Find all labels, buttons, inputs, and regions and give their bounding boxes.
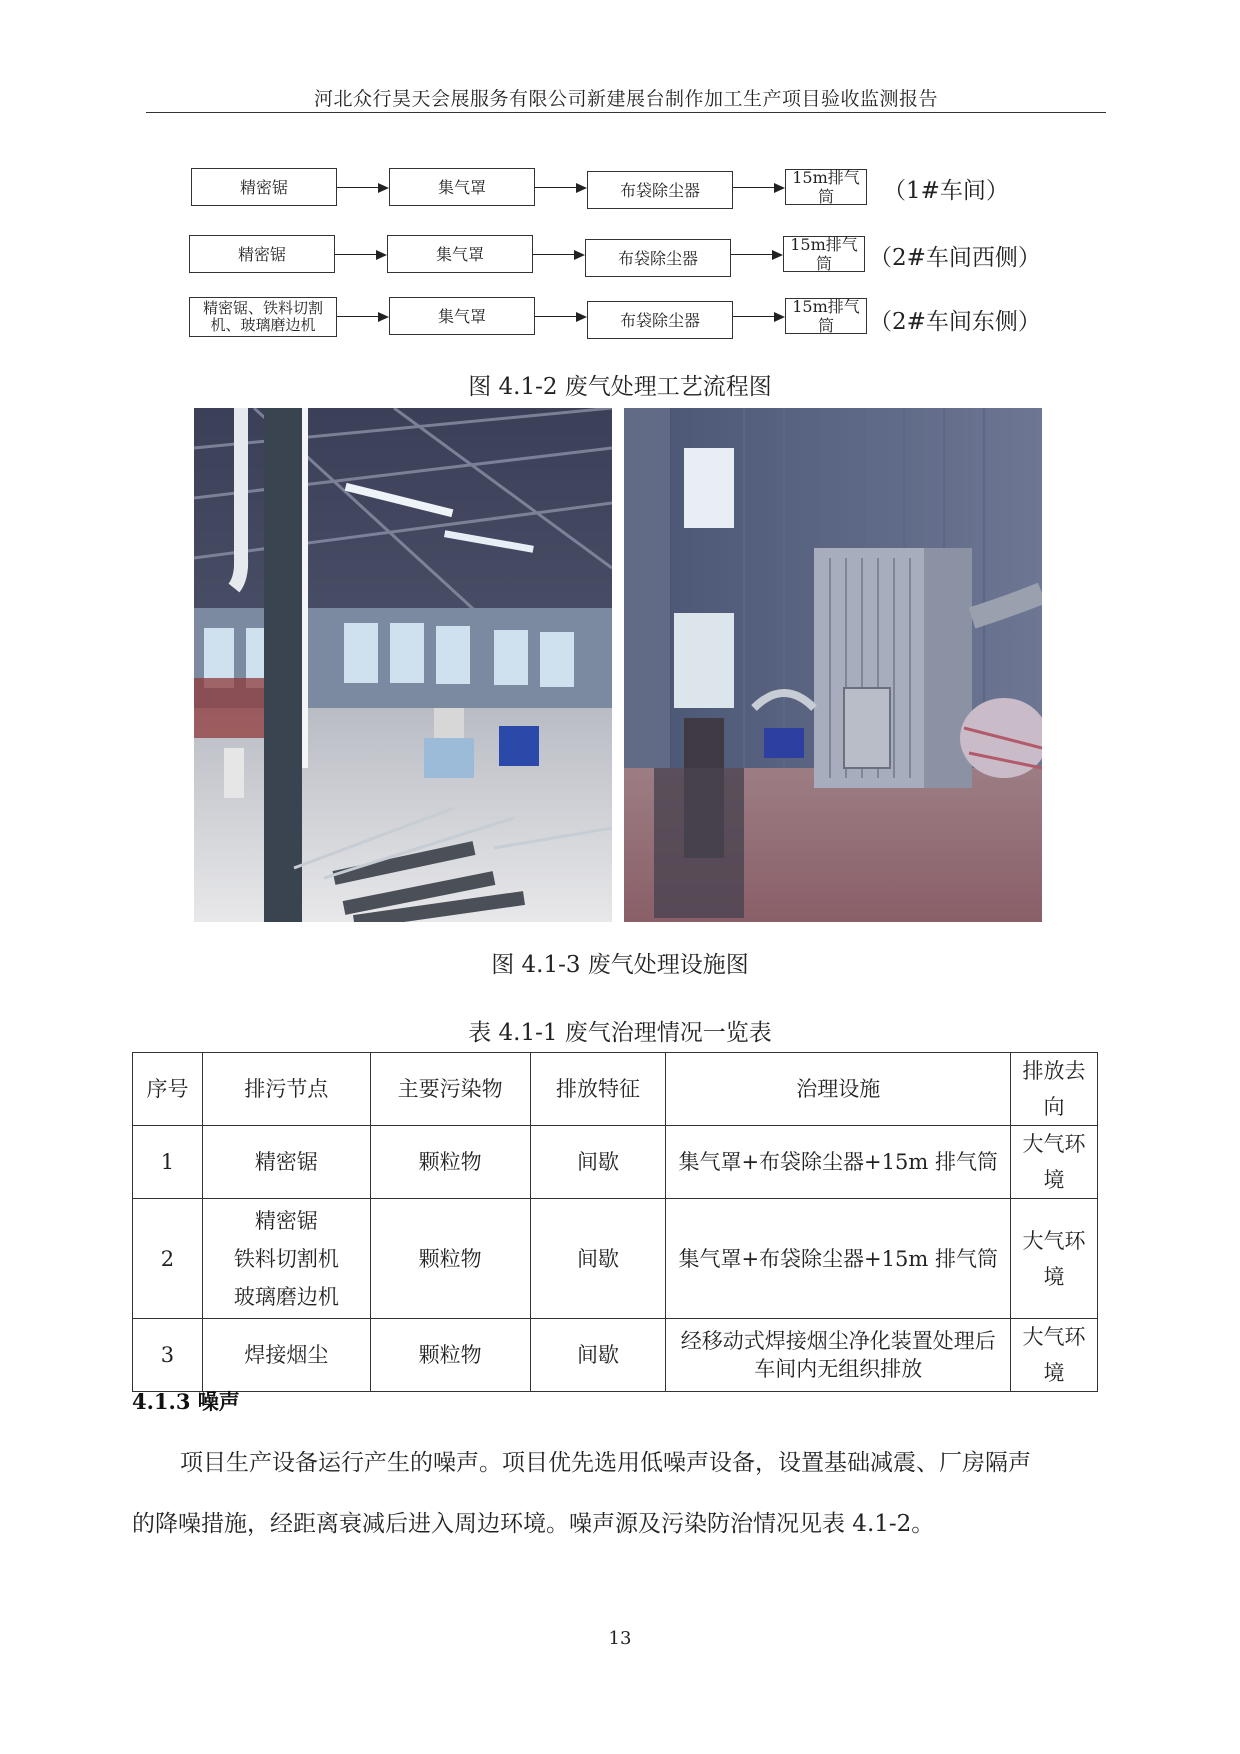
photo-figure-caption: 图 4.1-3 废气处理设施图 [491, 952, 749, 978]
cell-facility-line: 车间内无组织排放 [754, 1357, 923, 1381]
cell-facility: 集气罩+布袋除尘器+15m 排气筒 [666, 1126, 1011, 1199]
paragraph-line: 的降噪措施，经距离衰减后进入周边环境。噪声源及污染防治情况见表 4.1-2。 [132, 1511, 935, 1537]
flow-source-box: 精密锯 [191, 168, 337, 206]
flow-row-1 [0, 168, 1240, 208]
table-row [133, 1199, 1098, 1319]
cell-node: 焊接烟尘 [202, 1319, 370, 1392]
cell-feature: 间歇 [530, 1199, 666, 1319]
dust-collector-photo [624, 408, 1042, 922]
cell-node: 精密锯 [202, 1126, 370, 1199]
flow-arrow [337, 311, 389, 323]
cell-pollutant: 颗粒物 [370, 1126, 530, 1199]
flow-stack-box: 15m排气筒 [783, 236, 865, 272]
flow-arrow [733, 311, 785, 323]
flow-source-box [189, 297, 337, 337]
flow-row-2 [0, 235, 1240, 275]
flow-collector-box: 布袋除尘器 [585, 239, 731, 277]
table-header-row [133, 1053, 1098, 1126]
flow-stack-box: 15m排气筒 [785, 169, 867, 205]
flow-hood-box: 集气罩 [387, 235, 533, 273]
flow-hood-box: 集气罩 [389, 168, 535, 206]
header-rule [146, 112, 1106, 113]
flow-location-note: （2#车间东侧） [869, 309, 1041, 335]
cell-facility: 集气罩+布袋除尘器+15m 排气筒 [666, 1199, 1011, 1319]
cell-facility [666, 1319, 1011, 1392]
flow-figure-caption: 图 4.1-2 废气处理工艺流程图 [468, 374, 772, 400]
waste-gas-table [132, 1052, 1098, 1392]
flow-collector-box: 布袋除尘器 [587, 301, 733, 339]
flow-source-box: 精密锯 [189, 235, 335, 273]
flow-arrow [535, 182, 587, 194]
flow-arrow [337, 182, 389, 194]
flow-row-3 [0, 297, 1240, 337]
flow-source-line: 机、玻璃磨边机 [210, 316, 316, 334]
cell-pollutant: 颗粒物 [370, 1199, 530, 1319]
cell-destination: 大气环境 [1011, 1126, 1098, 1199]
flow-arrow [733, 182, 785, 194]
col-header: 序号 [133, 1053, 203, 1126]
flow-location-note: （1#车间） [883, 178, 1009, 204]
cell-facility-line: 经移动式焊接烟尘净化装置处理后 [680, 1329, 996, 1353]
report-header: 河北众行昊天会展服务有限公司新建展台制作加工生产项目验收监测报告 [313, 88, 938, 110]
col-header: 排污节点 [202, 1053, 370, 1126]
cell-node-line: 铁料切割机 [233, 1246, 339, 1271]
cell-node-line: 精密锯 [254, 1208, 318, 1233]
cell-destination: 大气环境 [1011, 1319, 1098, 1392]
cell-feature: 间歇 [530, 1319, 666, 1392]
cell-node [202, 1199, 370, 1319]
flow-source-line: 精密锯、铁料切割 [202, 299, 323, 317]
flow-stack-box: 15m排气筒 [785, 298, 867, 334]
cell-pollutant: 颗粒物 [370, 1319, 530, 1392]
paragraph-line: 项目生产设备运行产生的噪声。项目优先选用低噪声设备，设置基础减震、厂房隔声 [180, 1450, 1031, 1476]
flow-arrow [533, 249, 585, 261]
table-row [133, 1126, 1098, 1199]
col-header: 主要污染物 [370, 1053, 530, 1126]
cell-feature: 间歇 [530, 1126, 666, 1199]
table-row [133, 1319, 1098, 1392]
col-header: 排放去向 [1011, 1053, 1098, 1126]
flow-arrow [535, 311, 587, 323]
cell-node-line: 玻璃磨边机 [233, 1284, 339, 1309]
flow-location-note: （2#车间西侧） [869, 245, 1041, 271]
cell-no: 1 [133, 1126, 203, 1199]
workshop-duct-photo [194, 408, 612, 922]
table-caption: 表 4.1-1 废气治理情况一览表 [468, 1020, 772, 1046]
cell-destination: 大气环境 [1011, 1199, 1098, 1319]
flow-arrow [731, 249, 783, 261]
cell-no: 2 [133, 1199, 203, 1319]
col-header: 排放特征 [530, 1053, 666, 1126]
cell-no: 3 [133, 1319, 203, 1392]
col-header: 治理设施 [666, 1053, 1011, 1126]
flow-arrow [335, 249, 387, 261]
flow-hood-box: 集气罩 [389, 297, 535, 335]
flow-collector-box: 布袋除尘器 [587, 171, 733, 209]
page-number: 13 [608, 1628, 632, 1649]
section-heading: 4.1.3 噪声 [132, 1389, 240, 1414]
